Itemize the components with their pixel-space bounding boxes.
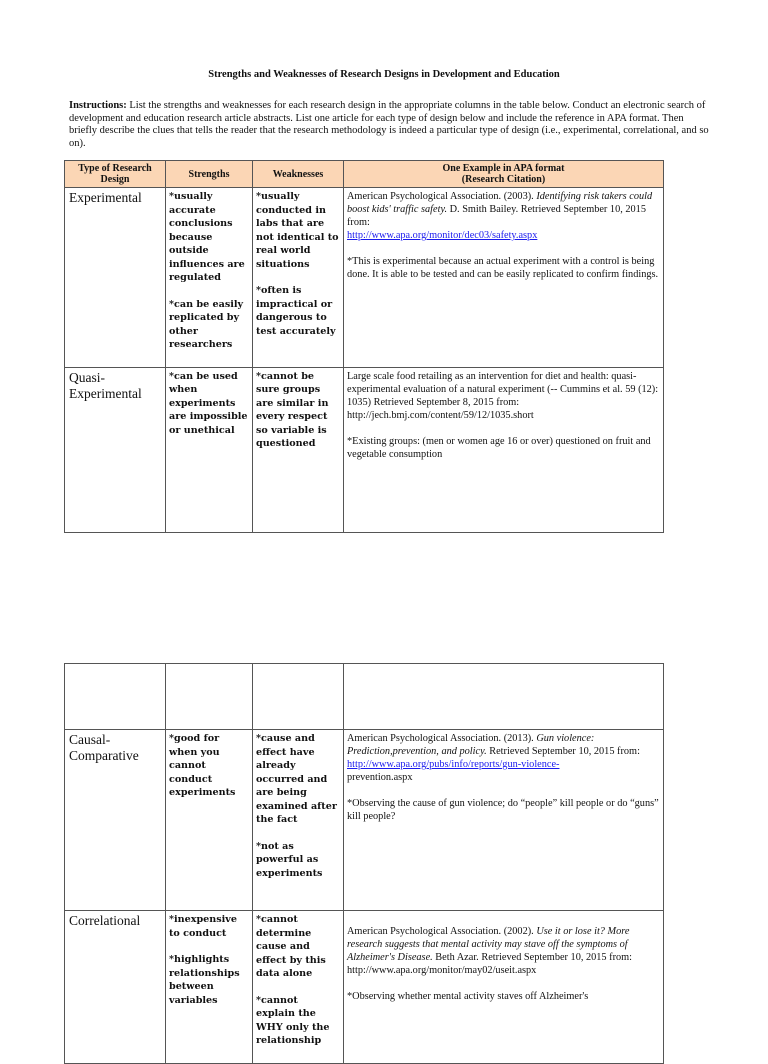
header-example-line1: One Example in APA format: [442, 163, 565, 174]
citation-link[interactable]: http://www.apa.org/pubs/info/reports/gun-violence-: [347, 759, 560, 770]
strength-item: *can be used when experiments are impossible or unethical: [169, 370, 248, 436]
strengths-cell: [166, 730, 253, 911]
design-experimental: Experimental: [65, 188, 166, 368]
strengths-cell: [166, 911, 253, 1064]
research-table-page-2: [64, 663, 664, 1064]
document-title: Strengths and Weaknesses of Research Designs in Development and Education: [208, 69, 560, 80]
citation-text: American Psychological Association. (2013).: [347, 733, 537, 744]
strengths-cell: [166, 188, 253, 368]
table-row: [65, 188, 664, 368]
header-example: [344, 161, 664, 188]
weakness-item: *usually conducted in labs that are not identical to real world situations: [256, 191, 339, 270]
strength-item: *usually accurate conclusions because outside influences are regulated: [169, 191, 245, 283]
strength-item: *good for when you cannot conduct experiments: [169, 733, 236, 798]
citation: Large scale food retailing as an intervention for diet and health: quasi-experimental evaluation of a natural experiment (-- Cummins et al. 59 (12): 1035) Retrieved September 8, 2015 from: http://jech.bmj.com/content/59/12/1035.short: [347, 370, 659, 421]
empty-row: [65, 664, 664, 730]
instructions: [69, 100, 709, 150]
header-weaknesses: Weaknesses: [253, 161, 344, 188]
instructions-text: List the strengths and weaknesses for each research design in the appropriate columns in the table below. Conduct an electronic search of development and education research article abstracts. List one article for each type of design below and include the reference in APA format. Then briefly describe the clues that tells the reader that the research methodology is indeed a particular type of design (i.e., experimental, correlational, and so on).: [69, 100, 709, 149]
strength-item: *can be easily replicated by other researchers: [169, 298, 244, 350]
header-type: Type of Research Design: [65, 161, 166, 188]
strength-item: *inexpensive to conduct: [169, 914, 237, 939]
design-causal-comparative: Causal-Comparative: [65, 730, 166, 911]
citation-text: Beth Azar. Retrieved September 10, 2015 from: http://www.apa.org/monitor/may02/useit.aspx: [347, 952, 633, 976]
instructions-label: Instructions:: [69, 100, 127, 111]
citation-cell: [344, 367, 664, 532]
weakness-item: *cause and effect have already occurred and are being examined after the fact: [256, 733, 337, 825]
weakness-item: *cannot be sure groups are similar in every respect so variable is questioned: [256, 370, 329, 449]
weaknesses-cell: [253, 367, 344, 532]
header-strengths: Strengths: [166, 161, 253, 188]
citation: [347, 732, 660, 784]
citation-cell: [344, 911, 664, 1064]
weakness-item: *often is impractical or dangerous to test accurately: [256, 285, 336, 337]
citation-text: prevention.aspx: [347, 772, 413, 783]
citation-cell: [344, 188, 664, 368]
design-note: *This is experimental because an actual experiment with a control is being done. It is able to be tested and can be easily replicated to confirm findings.: [347, 256, 659, 280]
citation: [347, 190, 660, 242]
strengths-cell: [166, 367, 253, 532]
weaknesses-cell: [253, 911, 344, 1064]
empty-cell: [253, 664, 344, 730]
empty-cell: [65, 664, 166, 730]
weakness-item: *cannot explain the WHY only the relationship: [256, 994, 330, 1046]
header-example-line2: (Research Citation): [461, 174, 546, 185]
design-quasi-experimental: Quasi-Experimental: [65, 367, 166, 532]
empty-cell: [166, 664, 253, 730]
design-note: *Observing whether mental activity staves off Alzheimer's: [347, 991, 589, 1002]
weakness-item: *cannot determine cause and effect by this data alone: [256, 914, 326, 979]
citation-cell: [344, 730, 664, 911]
weakness-item: *not as powerful as experiments: [256, 840, 323, 879]
weaknesses-cell: [253, 188, 344, 368]
citation-text: D. Smith Bailey. Retrieved September 10, 2015 from:: [347, 204, 646, 228]
citation-title: Use it or lose it? More research suggests that mental activity may stave off the symptoms of Alzheimer's Disease.: [347, 926, 630, 963]
table-row: [65, 367, 664, 532]
header-row: [65, 161, 664, 188]
table-row: [65, 730, 664, 911]
citation-link[interactable]: http://www.apa.org/monitor/dec03/safety.aspx: [347, 230, 538, 241]
empty-cell: [344, 664, 664, 730]
research-table-page-1: [64, 160, 664, 533]
design-note: *Existing groups: (men or women age 16 or over) questioned on fruit and vegetable consumption: [347, 435, 651, 460]
citation-title: Gun violence: Prediction,prevention, and policy.: [347, 733, 595, 757]
table-row: [65, 911, 664, 1064]
weaknesses-cell: [253, 730, 344, 911]
citation-title: Identifying risk takers could boost kids' traffic safety.: [347, 191, 653, 215]
design-correlational: Correlational: [65, 911, 166, 1064]
citation: [347, 925, 660, 977]
citation-text: American Psychological Association. (2002).: [347, 926, 537, 937]
design-note: *Observing the cause of gun violence; do “people” kill people or do “guns” kill people?: [347, 798, 659, 822]
citation-text: American Psychological Association. (2003).: [347, 191, 537, 202]
strength-item: *highlights relationships between variables: [169, 954, 240, 1006]
citation-text: Retrieved September 10, 2015 from:: [486, 746, 640, 757]
